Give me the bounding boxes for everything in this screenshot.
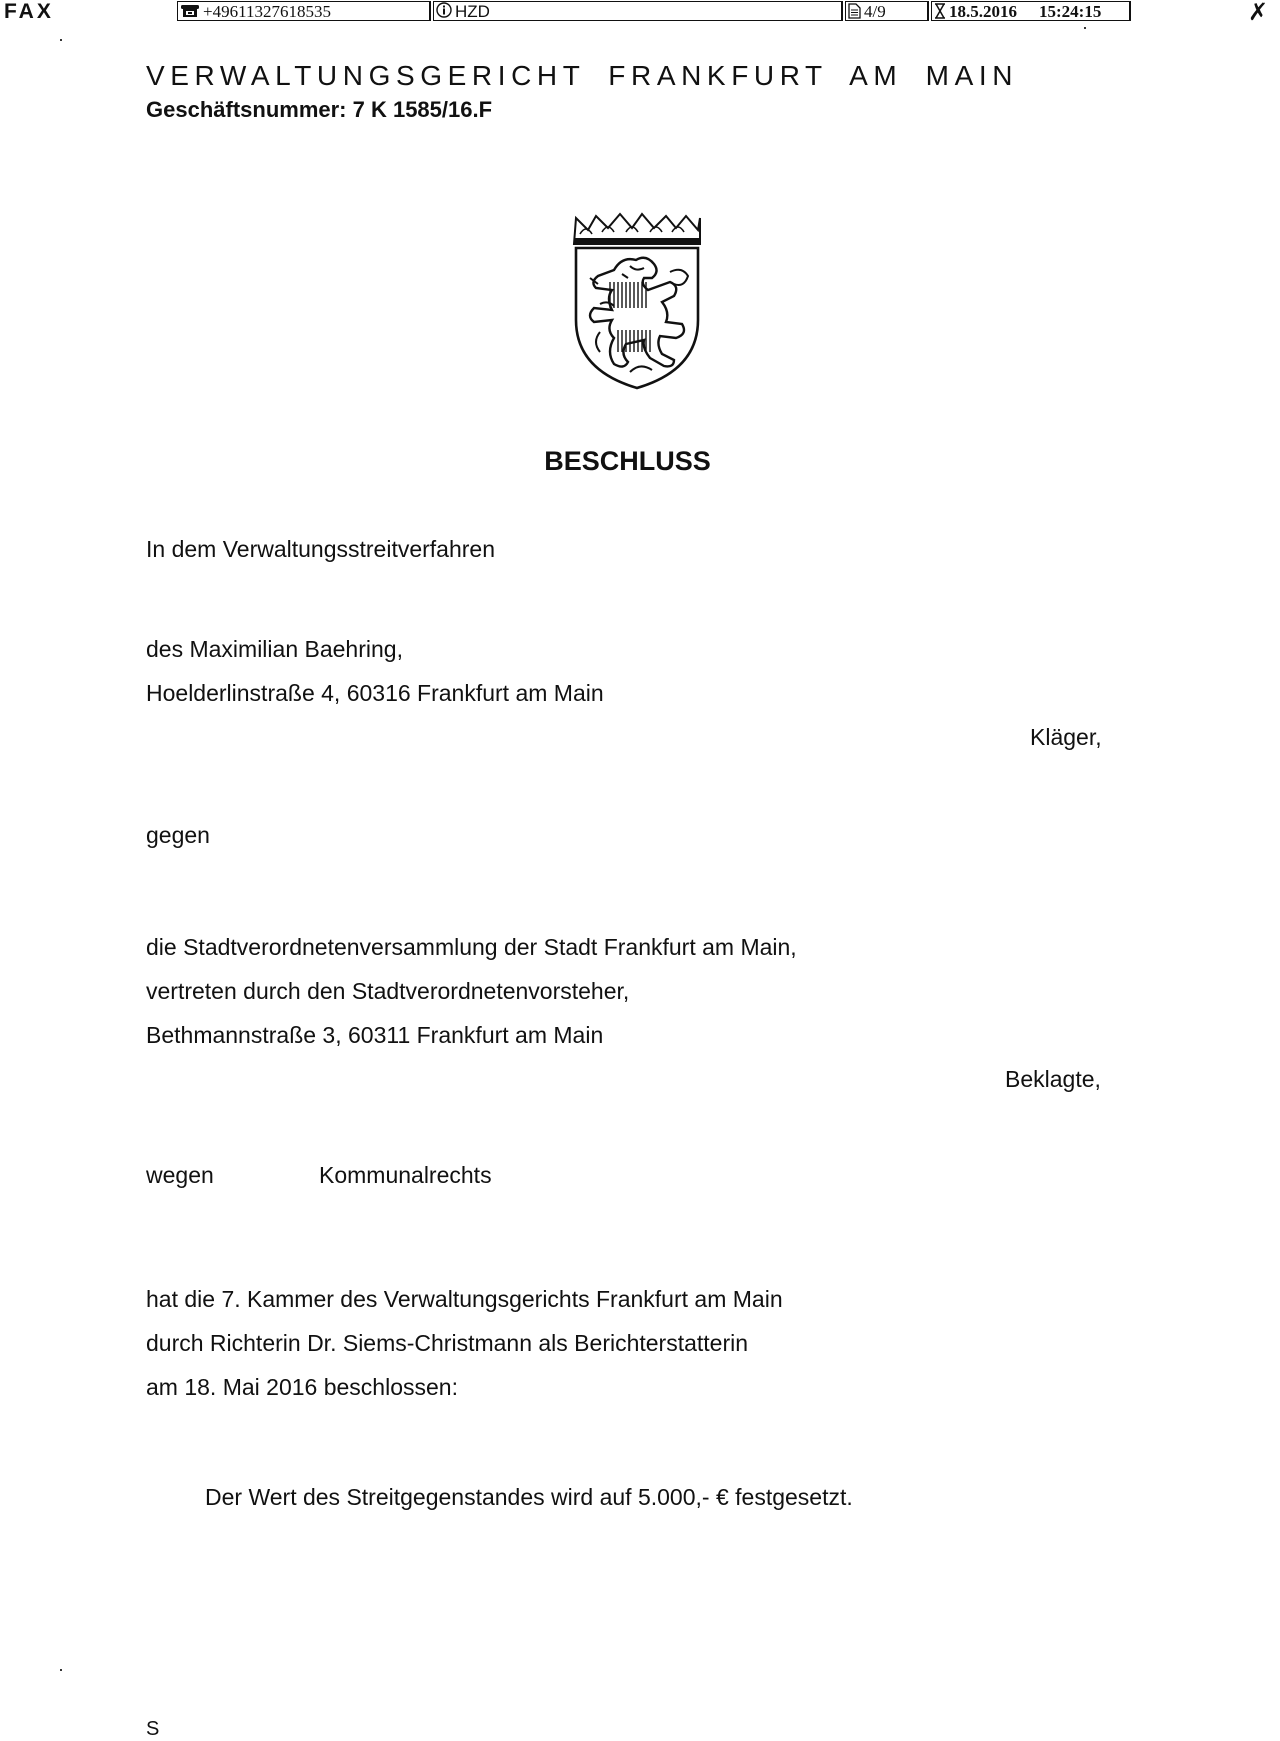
decision-line-1: hat die 7. Kammer des Verwaltungsgerichts Frankfurt am Main: [146, 1286, 783, 1312]
document-title: BESCHLUSS: [544, 446, 711, 476]
plaintiff-role: Kläger,: [1030, 724, 1102, 750]
hourglass-icon: [934, 3, 946, 21]
fax-date: 18.5.2016: [949, 2, 1017, 21]
fax-pages-box: [845, 1, 929, 21]
fax-status-mark: ✗: [1248, 0, 1269, 26]
defendant-line-2: vertreten durch den Stadtverordnetenvorsteher,: [146, 978, 630, 1004]
scan-dot: ·: [1082, 17, 1088, 37]
defendant-address: Bethmannstraße 3, 60311 Frankfurt am Main: [146, 1022, 604, 1048]
decision-line-3: am 18. Mai 2016 beschlossen:: [146, 1374, 458, 1400]
info-icon: [436, 2, 452, 21]
fax-phone-box: [177, 1, 431, 21]
defendant-line-1: die Stadtverordnetenversammlung der Stadt Frankfurt am Main,: [146, 934, 797, 960]
telephone-icon: [180, 3, 200, 21]
fax-sender-name: HZD: [455, 2, 490, 21]
page-icon: [848, 3, 861, 21]
subject-label: wegen: [146, 1162, 214, 1188]
court-name: VERWALTUNGSGERICHT FRANKFURT AM MAIN: [146, 60, 1019, 91]
fax-datetime-box: [931, 1, 1131, 21]
plaintiff-name: des Maximilian Baehring,: [146, 636, 403, 662]
fax-label: FAX: [4, 0, 54, 23]
footer-fragment: S: [146, 1718, 160, 1740]
defendant-role: Beklagte,: [1005, 1066, 1101, 1092]
fax-phone-number: +49611327618535: [203, 2, 331, 21]
scan-dot: ·: [58, 1659, 64, 1679]
fax-page-count: 4/9: [864, 2, 886, 21]
fax-time: 15:24:15: [1039, 2, 1102, 21]
case-number: Geschäftsnummer: 7 K 1585/16.F: [146, 97, 493, 122]
scan-dot: ·: [58, 29, 64, 49]
plaintiff-address: Hoelderlinstraße 4, 60316 Frankfurt am Main: [146, 680, 604, 706]
coat-of-arms-logo: [570, 212, 704, 392]
decision-line-2: durch Richterin Dr. Siems-Christmann als Berichterstatterin: [146, 1330, 749, 1356]
intro-line: In dem Verwaltungsstreitverfahren: [146, 536, 496, 562]
against-line: gegen: [146, 822, 210, 848]
ruling-text: Der Wert des Streitgegenstandes wird auf 5.000,- € festgesetzt.: [205, 1484, 853, 1510]
fax-sender-box: [433, 1, 843, 21]
subject-value: Kommunalrechts: [319, 1162, 492, 1188]
